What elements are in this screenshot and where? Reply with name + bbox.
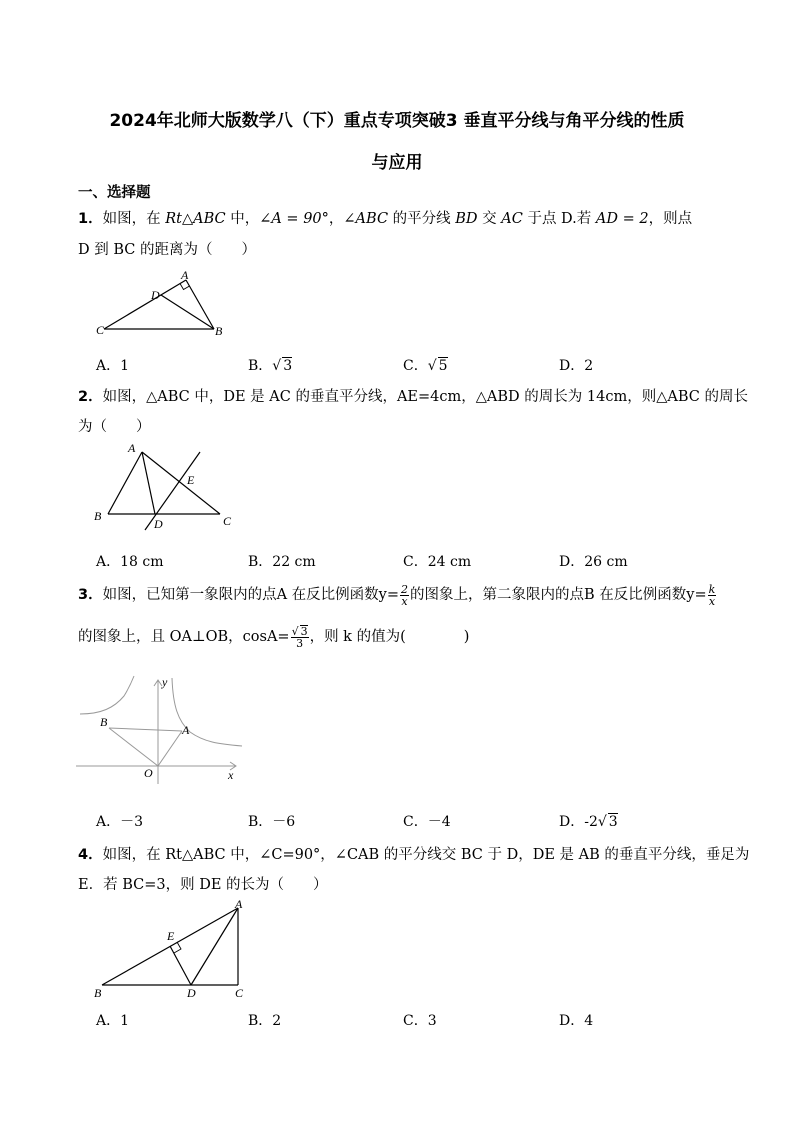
q4-option-d[interactable]: D．4 <box>559 1013 594 1029</box>
q3-label-a: A <box>182 723 190 737</box>
q3-fraction-2-over-x <box>400 584 409 607</box>
q2-option-a[interactable]: A．18 cm <box>96 554 164 570</box>
q1-text: 于点 D.若 <box>522 211 596 227</box>
q2-option-d[interactable]: D．26 cm <box>559 554 628 570</box>
q2-label-e: E <box>187 473 195 487</box>
document-title-line2: 与应用 <box>371 153 423 173</box>
q3-text: 如图，已知第一象限内的点A 在反比例函数y= <box>102 587 400 603</box>
q3-figure <box>76 676 246 788</box>
q1-label-b: B <box>215 324 223 338</box>
q1-option-b[interactable]: B．√ 3 <box>248 358 293 374</box>
q2-number: 2． <box>78 389 103 405</box>
q2-label-a: A <box>128 441 136 455</box>
q3-fraction-cos <box>291 625 309 649</box>
q2-option-c[interactable]: C．24 cm <box>403 554 472 570</box>
q1-option-b-radicand: 3 <box>283 358 293 374</box>
q2-label-d: D <box>154 517 163 531</box>
q1-number: 1． <box>78 211 103 227</box>
q3-label-b: B <box>100 715 108 729</box>
q3-line1 <box>78 583 717 607</box>
q2-option-b[interactable]: B．22 cm <box>248 554 316 570</box>
q2-text: 如图，△ABC 中，DE 是 AC 的垂直平分线，AE=4cm，△ABD 的周长为 14cm，则△ABC 的周长 <box>102 389 748 405</box>
q1-option-b-label: B． <box>248 358 273 374</box>
q1-text: 的平分线 <box>388 211 456 227</box>
q1-math-ac: AC <box>501 211 523 227</box>
q3-option-d-radicand: 3 <box>608 814 618 830</box>
q4-label-c: C <box>235 986 244 1000</box>
q3-fraction-denominator: x <box>401 594 408 608</box>
q4-label-a: A <box>235 897 243 911</box>
q3-fraction-k-over-x <box>708 584 717 607</box>
q1-label-a: A <box>181 268 189 282</box>
q3-option-a[interactable]: A．－3 <box>96 814 144 830</box>
q3-fraction-numerator: 2 <box>401 582 409 596</box>
q3-text: 的图象上，且 OA⊥OB，cosA= <box>78 629 290 645</box>
q3-text: ，则 k 的值为( ) <box>309 629 470 645</box>
q1-option-c[interactable]: C．√ 5 <box>403 358 448 374</box>
q3-fraction-numerator: √ 3 <box>291 625 308 638</box>
q1-option-c-label: C． <box>403 358 428 374</box>
q1-text: ， <box>328 211 344 227</box>
q3-option-d[interactable]: D．-2√ 3 <box>559 814 618 830</box>
q1-math-angle-abc: ∠ABC <box>343 211 389 227</box>
q3-fraction-denominator: x <box>708 594 716 608</box>
q4-line1 <box>78 843 749 864</box>
q1-math-bd: BD <box>455 211 478 227</box>
q3-text: 的图象上，第二象限内的点B 在反比例函数y= <box>410 587 707 603</box>
q2-label-c: C <box>223 514 232 528</box>
q4-option-c[interactable]: C．3 <box>403 1013 437 1029</box>
q4-label-d: D <box>187 986 196 1000</box>
q1-line1 <box>78 207 692 228</box>
q3-label-y: y <box>162 675 168 689</box>
q4-label-b: B <box>94 986 102 1000</box>
q4-number: 4． <box>78 847 103 863</box>
q1-text: 如图，在 <box>102 211 166 227</box>
q1-label-d: D <box>151 288 160 302</box>
q4-option-a[interactable]: A．1 <box>96 1013 130 1029</box>
q4-option-b[interactable]: B．2 <box>248 1013 282 1029</box>
q3-option-b[interactable]: B．－6 <box>248 814 296 830</box>
q3-line2 <box>78 625 469 649</box>
q1-option-c-radicand: 5 <box>438 358 448 374</box>
q2-label-b: B <box>94 509 102 523</box>
q1-text: 中， <box>225 211 260 227</box>
q1-text: ，则点 <box>648 211 693 227</box>
section-heading: 一、选择题 <box>78 185 151 201</box>
q3-fraction-numerator: k <box>708 582 716 596</box>
q1-line2: D 到 BC 的距离为（ ） <box>78 242 256 258</box>
q2-figure <box>90 440 240 530</box>
q3-cos-radicand: 3 <box>300 625 308 638</box>
q2-line1 <box>78 385 748 406</box>
q4-line2: E．若 BC=3，则 DE 的长为（ ） <box>78 877 328 893</box>
q3-number: 3． <box>78 587 103 603</box>
q4-text: 如图，在 Rt△ABC 中，∠C=90°，∠CAB 的平分线交 BC 于 D，DE 是 AB 的垂直平分线，垂足为 <box>102 847 750 863</box>
q1-figure <box>94 268 234 342</box>
q1-math-ad: AD = 2 <box>595 211 649 227</box>
q4-label-e: E <box>167 929 175 943</box>
q1-math-angle-a: ∠A = 90° <box>259 211 329 227</box>
q3-label-o: O <box>144 766 153 780</box>
q3-option-c[interactable]: C．－4 <box>403 814 451 830</box>
q1-label-c: C <box>96 323 105 337</box>
q3-label-x: x <box>228 768 234 782</box>
q2-line2: 为（ ） <box>78 419 151 435</box>
q1-text: 交 <box>477 211 502 227</box>
q1-option-d[interactable]: D．2 <box>559 358 594 374</box>
q1-option-a[interactable]: A．1 <box>96 358 130 374</box>
q3-option-d-label: D．-2 <box>559 814 598 830</box>
q4-figure <box>90 896 265 1001</box>
q3-fraction-denominator: 3 <box>296 637 304 650</box>
q1-math-triangle: Rt△ABC <box>165 211 226 227</box>
document-title-line1: 2024年北师大版数学八（下）重点专项突破3 垂直平分线与角平分线的性质 <box>109 111 685 131</box>
